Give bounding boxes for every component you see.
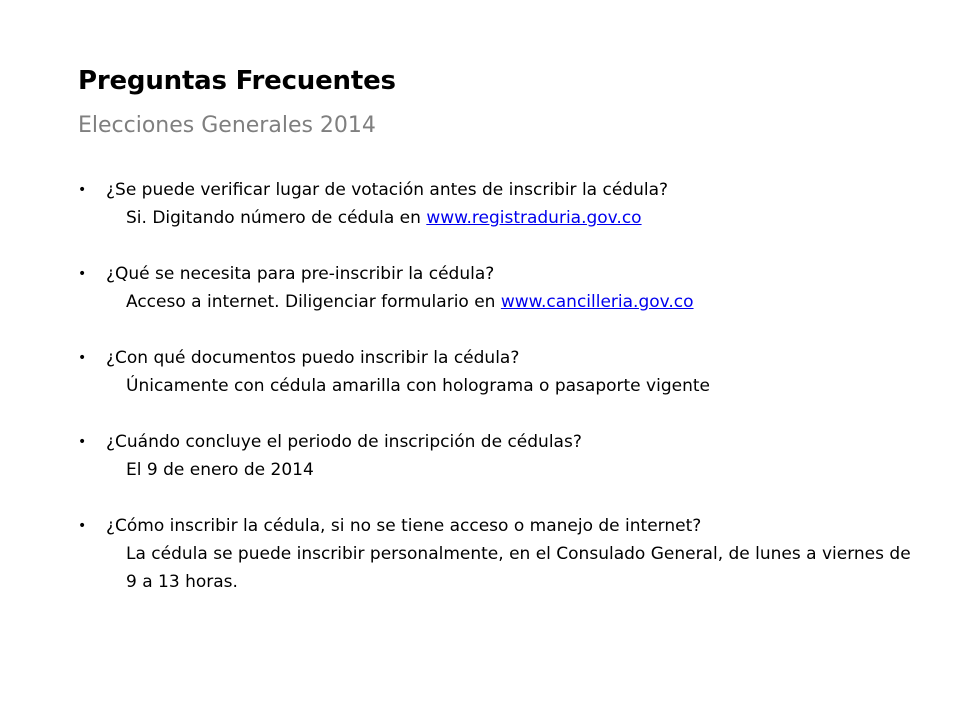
page-subtitle: Elecciones Generales 2014 [78,113,376,138]
bullet-icon: • [78,518,87,534]
faq-answer [126,204,918,232]
bullet-icon: • [78,434,87,450]
faq-item [78,512,918,596]
faq-item [78,344,918,400]
page-title: Preguntas Frecuentes [78,66,396,96]
faq-list [78,176,918,624]
faq-question: ¿Se puede verificar lugar de votación antes de inscribir la cédula? [106,180,669,200]
faq-answer [126,456,918,484]
cancilleria-link[interactable]: www.cancilleria.gov.co [500,292,694,312]
faq-answer-text: El 9 de enero de 2014 [126,460,314,480]
bullet-icon: • [78,350,87,366]
faq-question: ¿Cómo inscribir la cédula, si no se tiene acceso o manejo de internet? [106,516,702,536]
faq-item [78,176,918,232]
faq-question: ¿Qué se necesita para pre-inscribir la cédula? [106,264,495,284]
faq-question: ¿Con qué documentos puedo inscribir la cédula? [106,348,520,368]
faq-answer-text: Si. Digitando número de cédula en [126,208,427,228]
faq-question: ¿Cuándo concluye el periodo de inscripción de cédulas? [106,432,582,452]
bullet-icon: • [78,182,87,198]
faq-answer [126,372,918,400]
faq-answer [126,288,918,316]
faq-answer-text: Únicamente con cédula amarilla con holograma o pasaporte vigente [126,376,710,396]
faq-item [78,428,918,484]
bullet-icon: • [78,266,87,282]
faq-answer [126,540,918,596]
faq-answer-text: La cédula se puede inscribir personalmente, en el Consulado General, de lunes a viernes de 9 a 13 horas. [126,544,911,592]
registraduria-link[interactable]: www.registraduria.gov.co [426,208,642,228]
faq-answer-text: Acceso a internet. Diligenciar formulario en [126,292,501,312]
faq-item [78,260,918,316]
